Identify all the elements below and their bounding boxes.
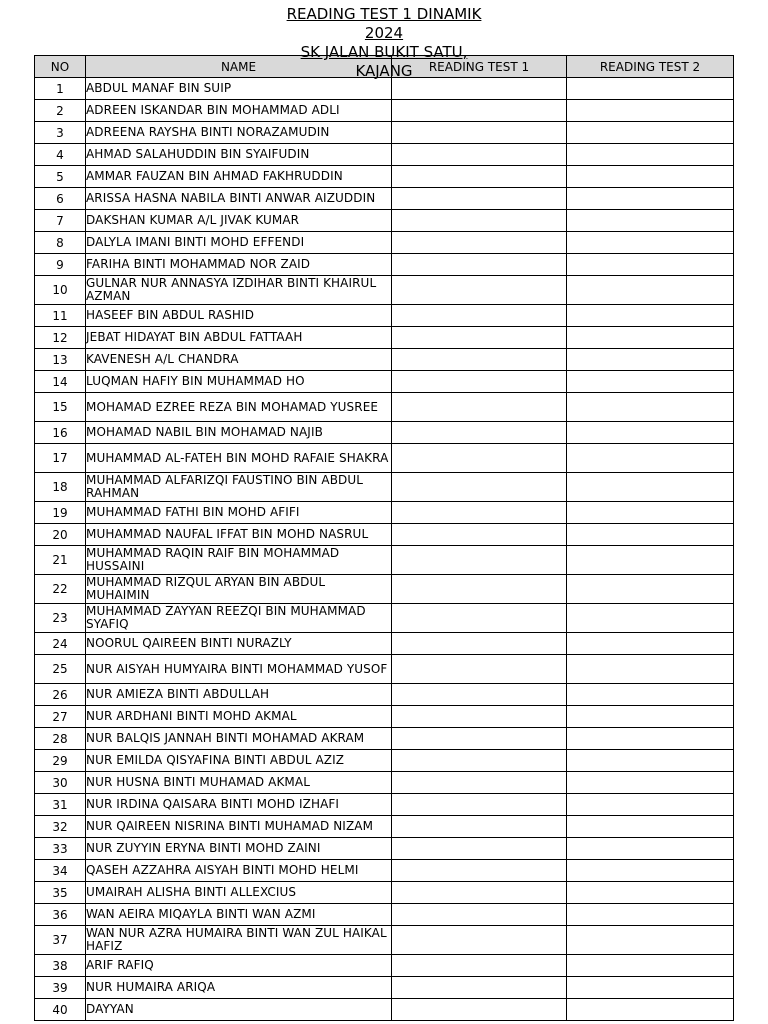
reading-test-2-cell	[567, 684, 734, 706]
reading-test-1-cell	[392, 473, 567, 502]
student-name: MOHAMAD EZREE REZA BIN MOHAMAD YUSREE	[86, 393, 392, 422]
row-number: 29	[35, 750, 86, 772]
reading-test-2-cell	[567, 633, 734, 655]
table-row	[35, 684, 734, 706]
student-name: AHMAD SALAHUDDIN BIN SYAIFUDIN	[86, 144, 392, 166]
reading-test-2-cell	[567, 371, 734, 393]
table-row	[35, 655, 734, 684]
row-number: 32	[35, 816, 86, 838]
row-number: 24	[35, 633, 86, 655]
reading-test-1-cell	[392, 655, 567, 684]
reading-test-1-cell	[392, 502, 567, 524]
reading-test-2-cell	[567, 575, 734, 604]
student-name: DAKSHAN KUMAR A/L JIVAK KUMAR	[86, 210, 392, 232]
reading-test-1-cell	[392, 524, 567, 546]
student-name: MUHAMMAD AL-FATEH BIN MOHD RAFAIE SHAKRA	[86, 444, 392, 473]
student-name: MOHAMAD NABIL BIN MOHAMAD NAJIB	[86, 422, 392, 444]
title-line-4: KAJANG	[355, 62, 413, 80]
reading-test-2-cell	[567, 422, 734, 444]
table-body	[35, 78, 734, 1021]
reading-test-2-cell	[567, 655, 734, 684]
row-number: 11	[35, 305, 86, 327]
student-name: NUR IRDINA QAISARA BINTI MOHD IZHAFI	[86, 794, 392, 816]
reading-test-2-cell	[567, 999, 734, 1021]
row-number: 2	[35, 100, 86, 122]
student-name: NUR AMIEZA BINTI ABDULLAH	[86, 684, 392, 706]
table-row	[35, 575, 734, 604]
student-name: MUHAMMAD FATHI BIN MOHD AFIFI	[86, 502, 392, 524]
table-row	[35, 393, 734, 422]
table-row	[35, 926, 734, 955]
table-row	[35, 904, 734, 926]
reading-test-1-cell	[392, 254, 567, 276]
row-number: 34	[35, 860, 86, 882]
table-row	[35, 816, 734, 838]
table-row	[35, 633, 734, 655]
table-row	[35, 604, 734, 633]
reading-test-2-cell	[567, 144, 734, 166]
student-name: WAN AEIRA MIQAYLA BINTI WAN AZMI	[86, 904, 392, 926]
reading-test-1-cell	[392, 955, 567, 977]
reading-test-1-cell	[392, 904, 567, 926]
row-number: 23	[35, 604, 86, 633]
reading-test-2-cell	[567, 955, 734, 977]
table-row	[35, 100, 734, 122]
table-row	[35, 502, 734, 524]
reading-test-1-cell	[392, 633, 567, 655]
student-name: MUHAMMAD ALFARIZQI FAUSTINO BIN ABDUL RAHMAN	[86, 473, 392, 502]
row-number: 15	[35, 393, 86, 422]
table-row	[35, 860, 734, 882]
table-row	[35, 955, 734, 977]
table-row	[35, 166, 734, 188]
student-name: ADREENA RAYSHA BINTI NORAZAMUDIN	[86, 122, 392, 144]
row-number: 6	[35, 188, 86, 210]
reading-test-1-cell	[392, 444, 567, 473]
column-header-reading-test-2: READING TEST 2	[567, 56, 734, 78]
table-row	[35, 232, 734, 254]
row-number: 16	[35, 422, 86, 444]
student-name: ARIF RAFIQ	[86, 955, 392, 977]
reading-test-2-cell	[567, 393, 734, 422]
table-row	[35, 422, 734, 444]
reading-test-2-cell	[567, 327, 734, 349]
row-number: 10	[35, 276, 86, 305]
table-row	[35, 305, 734, 327]
reading-test-2-cell	[567, 305, 734, 327]
table-row	[35, 706, 734, 728]
reading-test-1-cell	[392, 327, 567, 349]
row-number: 12	[35, 327, 86, 349]
table-row	[35, 371, 734, 393]
row-number: 7	[35, 210, 86, 232]
reading-test-2-cell	[567, 926, 734, 955]
reading-test-1-cell	[392, 166, 567, 188]
row-number: 17	[35, 444, 86, 473]
row-number: 35	[35, 882, 86, 904]
row-number: 22	[35, 575, 86, 604]
reading-test-2-cell	[567, 604, 734, 633]
table-row	[35, 254, 734, 276]
reading-test-1-cell	[392, 772, 567, 794]
reading-test-2-cell	[567, 232, 734, 254]
reading-test-1-cell	[392, 794, 567, 816]
reading-test-1-cell	[392, 305, 567, 327]
reading-test-2-cell	[567, 276, 734, 305]
table-row	[35, 546, 734, 575]
student-name: NUR HUSNA BINTI MUHAMAD AKMAL	[86, 772, 392, 794]
reading-test-2-cell	[567, 122, 734, 144]
reading-test-2-cell	[567, 838, 734, 860]
reading-test-2-cell	[567, 210, 734, 232]
reading-test-1-cell	[392, 926, 567, 955]
student-name: GULNAR NUR ANNASYA IZDIHAR BINTI KHAIRUL AZMAN	[86, 276, 392, 305]
table-row	[35, 349, 734, 371]
student-name: AMMAR FAUZAN BIN AHMAD FAKHRUDDIN	[86, 166, 392, 188]
reading-test-2-cell	[567, 546, 734, 575]
row-number: 36	[35, 904, 86, 926]
reading-test-2-cell	[567, 728, 734, 750]
row-number: 26	[35, 684, 86, 706]
reading-test-1-cell	[392, 728, 567, 750]
reading-test-1-cell	[392, 393, 567, 422]
student-name: JEBAT HIDAYAT BIN ABDUL FATTAAH	[86, 327, 392, 349]
table-row	[35, 276, 734, 305]
student-name: UMAIRAH ALISHA BINTI ALLEXCIUS	[86, 882, 392, 904]
reading-test-2-cell	[567, 100, 734, 122]
reading-test-1-cell	[392, 750, 567, 772]
column-header-no: NO	[35, 56, 86, 78]
row-number: 31	[35, 794, 86, 816]
reading-test-2-cell	[567, 349, 734, 371]
reading-test-1-cell	[392, 575, 567, 604]
column-header-reading-test-1: READING TEST 1	[392, 56, 567, 78]
reading-test-1-cell	[392, 122, 567, 144]
reading-test-1-cell	[392, 210, 567, 232]
table-row	[35, 977, 734, 999]
student-table	[34, 55, 734, 1021]
reading-test-1-cell	[392, 100, 567, 122]
student-name: NUR BALQIS JANNAH BINTI MOHAMAD AKRAM	[86, 728, 392, 750]
student-name: LUQMAN HAFIY BIN MUHAMMAD HO	[86, 371, 392, 393]
table-row	[35, 999, 734, 1021]
reading-test-2-cell	[567, 882, 734, 904]
reading-test-2-cell	[567, 816, 734, 838]
student-name: MUHAMMAD RIZQUL ARYAN BIN ABDUL MUHAIMIN	[86, 575, 392, 604]
row-number: 33	[35, 838, 86, 860]
table-row	[35, 122, 734, 144]
row-number: 19	[35, 502, 86, 524]
student-name: MUHAMMAD RAQIN RAIF BIN MOHAMMAD HUSSAINI	[86, 546, 392, 575]
reading-test-2-cell	[567, 794, 734, 816]
row-number: 13	[35, 349, 86, 371]
student-name: WAN NUR AZRA HUMAIRA BINTI WAN ZUL HAIKAL HAFIZ	[86, 926, 392, 955]
reading-test-2-cell	[567, 977, 734, 999]
student-name: DAYYAN	[86, 999, 392, 1021]
reading-test-2-cell	[567, 860, 734, 882]
reading-test-1-cell	[392, 276, 567, 305]
table-row	[35, 444, 734, 473]
reading-test-1-cell	[392, 684, 567, 706]
row-number: 3	[35, 122, 86, 144]
table-row	[35, 210, 734, 232]
reading-test-1-cell	[392, 188, 567, 210]
reading-test-1-cell	[392, 882, 567, 904]
student-name: NUR HUMAIRA ARIQA	[86, 977, 392, 999]
student-name: NUR ZUYYIN ERYNA BINTI MOHD ZAINI	[86, 838, 392, 860]
row-number: 20	[35, 524, 86, 546]
reading-test-1-cell	[392, 860, 567, 882]
table-row	[35, 327, 734, 349]
row-number: 28	[35, 728, 86, 750]
reading-test-2-cell	[567, 188, 734, 210]
row-number: 37	[35, 926, 86, 955]
title-line-2: 2024	[364, 24, 404, 42]
student-name: ARISSA HASNA NABILA BINTI ANWAR AIZUDDIN	[86, 188, 392, 210]
reading-test-2-cell	[567, 772, 734, 794]
row-number: 1	[35, 78, 86, 100]
student-name: ADREEN ISKANDAR BIN MOHAMMAD ADLI	[86, 100, 392, 122]
row-number: 21	[35, 546, 86, 575]
student-name: MUHAMMAD ZAYYAN REEZQI BIN MUHAMMAD SYAFIQ	[86, 604, 392, 633]
table-row	[35, 728, 734, 750]
reading-test-1-cell	[392, 604, 567, 633]
student-name: ABDUL MANAF BIN SUIP	[86, 78, 392, 100]
table-row	[35, 473, 734, 502]
student-name: NOORUL QAIREEN BINTI NURAZLY	[86, 633, 392, 655]
row-number: 4	[35, 144, 86, 166]
document-title	[0, 5, 768, 81]
reading-test-2-cell	[567, 524, 734, 546]
reading-test-1-cell	[392, 816, 567, 838]
column-header-name: NAME	[86, 56, 392, 78]
reading-test-1-cell	[392, 422, 567, 444]
reading-test-1-cell	[392, 371, 567, 393]
table-row	[35, 882, 734, 904]
row-number: 9	[35, 254, 86, 276]
row-number: 27	[35, 706, 86, 728]
reading-test-2-cell	[567, 706, 734, 728]
student-name: NUR EMILDA QISYAFINA BINTI ABDUL AZIZ	[86, 750, 392, 772]
table-row	[35, 144, 734, 166]
reading-test-2-cell	[567, 904, 734, 926]
student-name: NUR QAIREEN NISRINA BINTI MUHAMAD NIZAM	[86, 816, 392, 838]
table-row	[35, 772, 734, 794]
reading-test-2-cell	[567, 502, 734, 524]
row-number: 30	[35, 772, 86, 794]
student-name: QASEH AZZAHRA AISYAH BINTI MOHD HELMI	[86, 860, 392, 882]
row-number: 14	[35, 371, 86, 393]
reading-test-1-cell	[392, 838, 567, 860]
reading-test-1-cell	[392, 706, 567, 728]
reading-test-2-cell	[567, 444, 734, 473]
reading-test-1-cell	[392, 144, 567, 166]
row-number: 40	[35, 999, 86, 1021]
row-number: 18	[35, 473, 86, 502]
student-name: NUR AISYAH HUMYAIRA BINTI MOHAMMAD YUSOF	[86, 655, 392, 684]
reading-test-1-cell	[392, 977, 567, 999]
table-row	[35, 188, 734, 210]
table-row	[35, 524, 734, 546]
reading-test-1-cell	[392, 546, 567, 575]
title-line-1: READING TEST 1 DINAMIK	[286, 5, 482, 23]
reading-test-2-cell	[567, 254, 734, 276]
reading-test-1-cell	[392, 349, 567, 371]
table-row	[35, 794, 734, 816]
student-name: DALYLA IMANI BINTI MOHD EFFENDI	[86, 232, 392, 254]
student-name: HASEEF BIN ABDUL RASHID	[86, 305, 392, 327]
row-number: 25	[35, 655, 86, 684]
reading-test-2-cell	[567, 750, 734, 772]
title-line-3: SK JALAN BUKIT SATU,	[300, 43, 468, 61]
student-name: FARIHA BINTI MOHAMMAD NOR ZAID	[86, 254, 392, 276]
student-name: NUR ARDHANI BINTI MOHD AKMAL	[86, 706, 392, 728]
row-number: 39	[35, 977, 86, 999]
reading-test-2-cell	[567, 473, 734, 502]
row-number: 8	[35, 232, 86, 254]
student-name: KAVENESH A/L CHANDRA	[86, 349, 392, 371]
table-row	[35, 838, 734, 860]
student-name: MUHAMMAD NAUFAL IFFAT BIN MOHD NASRUL	[86, 524, 392, 546]
reading-test-2-cell	[567, 166, 734, 188]
reading-test-1-cell	[392, 999, 567, 1021]
table-row	[35, 750, 734, 772]
reading-test-1-cell	[392, 232, 567, 254]
row-number: 38	[35, 955, 86, 977]
row-number: 5	[35, 166, 86, 188]
